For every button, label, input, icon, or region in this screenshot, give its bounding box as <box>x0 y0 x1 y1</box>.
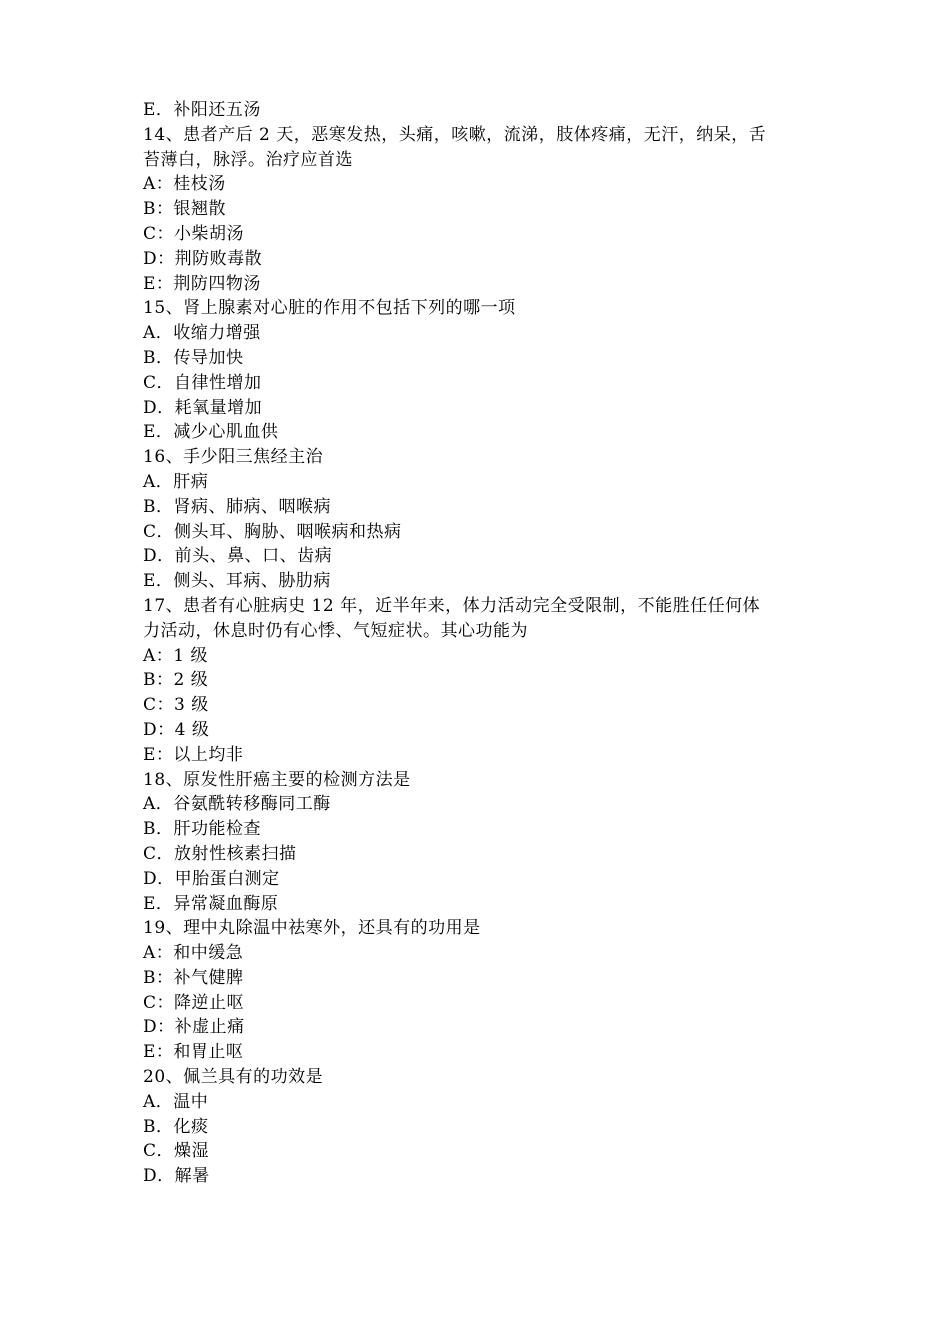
option-line: A．谷氨酰转移酶同工酶 <box>143 794 331 815</box>
option-line: E：和胃止呕 <box>143 1042 244 1063</box>
option-line: E．减少心肌血供 <box>143 422 279 443</box>
text-line: E．补阳还五汤 <box>143 100 261 120</box>
option-line: C：降逆止呕 <box>143 992 245 1013</box>
option-line: D：荆防败毒散 <box>143 248 263 269</box>
question-17-stem: 17、患者有心脏病史 12 年，近半年来，体力活动完全受限制，不能胜任任何体 <box>143 595 761 616</box>
option-line: A．收缩力增强 <box>143 323 261 344</box>
option-line: E：以上均非 <box>143 744 244 765</box>
option-line: B．化痰 <box>143 1116 209 1137</box>
option-line: C．侧头耳、胸胁、咽喉病和热病 <box>143 521 402 542</box>
option-line: C．自律性增加 <box>143 372 262 393</box>
option-line: A：1 级 <box>143 645 208 666</box>
option-line: E．异常凝血酶原 <box>143 893 279 914</box>
option-line: B．肾病、肺病、咽喉病 <box>143 496 331 517</box>
option-line: B：2 级 <box>143 670 209 691</box>
option-line: D：4 级 <box>143 719 210 740</box>
question-14-stem: 14、患者产后 2 天，恶寒发热，头痛，咳嗽，流涕，肢体疼痛，无汗，纳呆，舌 <box>143 124 767 145</box>
option-line: E．侧头、耳病、胁肋病 <box>143 571 331 592</box>
option-line: D．前头、鼻、口、齿病 <box>143 546 333 567</box>
option-line: B．肝功能检查 <box>143 819 261 840</box>
option-line: B：补气健脾 <box>143 967 244 988</box>
option-line: A：桂枝汤 <box>143 174 226 195</box>
question-19-stem: 19、理中丸除温中祛寒外，还具有的功用是 <box>143 918 481 939</box>
question-16-stem: 16、手少阳三焦经主治 <box>143 447 324 468</box>
option-line: B：银翘散 <box>143 199 226 220</box>
option-line: A．温中 <box>143 1091 209 1112</box>
option-line: E：荆防四物汤 <box>143 273 261 294</box>
option-line: C．放射性核素扫描 <box>143 843 297 864</box>
option-line: C：小柴胡汤 <box>143 223 245 244</box>
question-20-stem: 20、佩兰具有的功效是 <box>143 1067 324 1088</box>
option-line: D．解暑 <box>143 1166 210 1187</box>
option-line: C．燥湿 <box>143 1141 210 1162</box>
document-page <box>143 98 823 1189</box>
question-14-stem-cont: 苔薄白，脉浮。治疗应首选 <box>143 149 353 170</box>
option-line: B．传导加快 <box>143 347 244 368</box>
option-line: D．耗氧量增加 <box>143 397 263 418</box>
option-line: D：补虚止痛 <box>143 1017 245 1038</box>
option-line: A：和中缓急 <box>143 943 244 964</box>
option-line: A．肝病 <box>143 471 209 492</box>
option-line: C：3 级 <box>143 695 209 716</box>
question-15-stem: 15、肾上腺素对心脏的作用不包括下列的哪一项 <box>143 298 516 319</box>
question-17-stem-cont: 力活动，休息时仍有心悸、气短症状。其心功能为 <box>143 620 528 641</box>
option-line: D．甲胎蛋白测定 <box>143 868 280 889</box>
question-18-stem: 18、原发性肝癌主要的检测方法是 <box>143 769 411 790</box>
